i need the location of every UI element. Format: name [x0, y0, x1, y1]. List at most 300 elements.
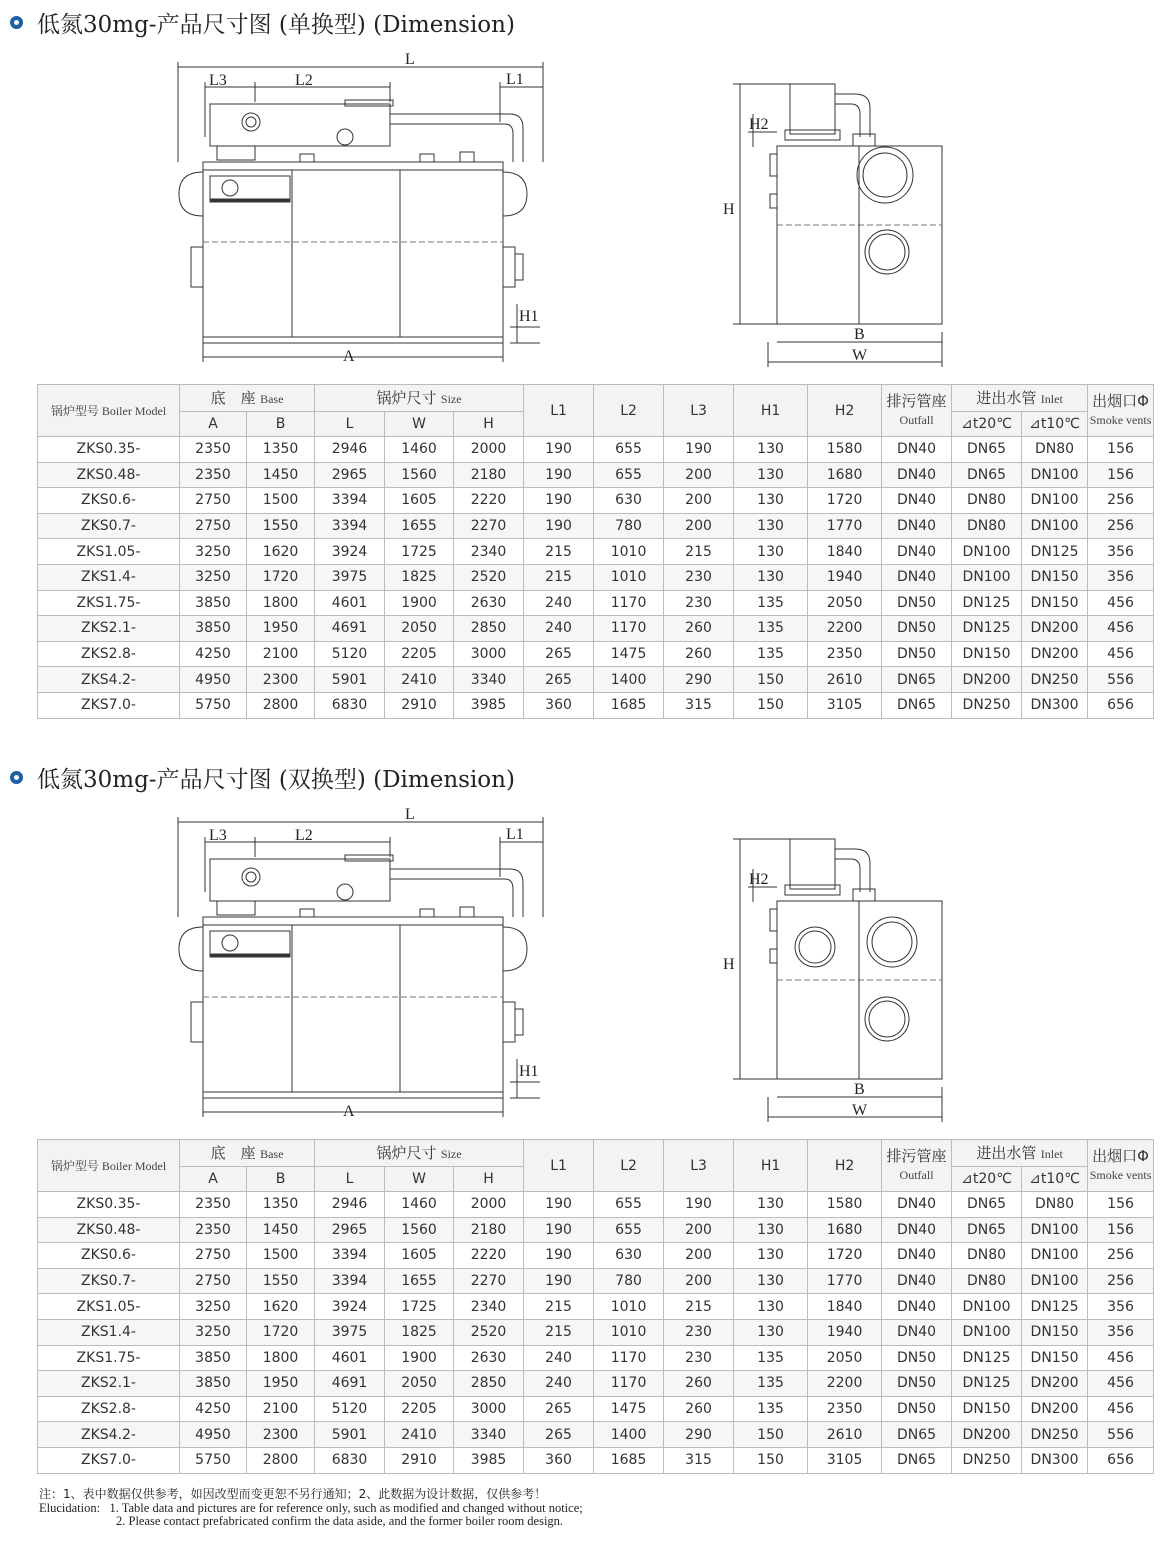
- table-cell: 190: [524, 1192, 594, 1218]
- table-cell: DN200: [1022, 1371, 1088, 1397]
- footnote-cn: 注：1、表中数据仅供参考，如因改型而变更恕不另行通知；2、此数据为设计数据，仅供参考！: [39, 1487, 547, 1501]
- table-cell: DN65: [952, 1217, 1022, 1243]
- table-cell: 2180: [454, 462, 524, 488]
- label-W: W: [852, 347, 868, 364]
- table-cell: 2910: [385, 692, 454, 718]
- table-cell: 5120: [315, 641, 385, 667]
- table-cell: 3250: [180, 539, 247, 565]
- table-cell: DN80: [952, 1243, 1022, 1269]
- label-B: B: [854, 326, 865, 343]
- header-H2: H2: [808, 1140, 882, 1192]
- table-cell: 2800: [247, 692, 315, 718]
- table-cell: DN40: [882, 1319, 952, 1345]
- table-cell: 2300: [247, 1422, 315, 1448]
- table-cell: 2630: [454, 1345, 524, 1371]
- table-cell: 4250: [180, 1396, 247, 1422]
- label-H2: H2: [749, 871, 769, 888]
- dimension-drawing: [165, 42, 985, 372]
- table-cell: 456: [1088, 1345, 1154, 1371]
- section-title: [10, 6, 515, 38]
- table-cell: 315: [664, 1447, 734, 1473]
- table-cell: 265: [524, 667, 594, 693]
- table-cell: DN50: [882, 641, 952, 667]
- table-cell: 656: [1088, 1447, 1154, 1473]
- table-cell: 360: [524, 1447, 594, 1473]
- table-cell: 2750: [180, 488, 247, 514]
- table-cell: 2050: [808, 590, 882, 616]
- table-cell: 190: [524, 513, 594, 539]
- table-cell: 780: [594, 513, 664, 539]
- table-cell: DN65: [952, 437, 1022, 463]
- table-cell: 256: [1088, 1268, 1154, 1294]
- label-H: H: [723, 201, 735, 218]
- label-W: W: [852, 1102, 868, 1119]
- table-cell: DN65: [882, 692, 952, 718]
- table-cell: 3985: [454, 1447, 524, 1473]
- table-cell: DN200: [1022, 616, 1088, 642]
- label-L1: L1: [506, 71, 524, 88]
- header-sub-B: B: [247, 1167, 315, 1192]
- table-cell: 356: [1088, 564, 1154, 590]
- label-L2: L2: [295, 827, 313, 844]
- table-cell: 2350: [180, 1192, 247, 1218]
- table-cell: 1560: [385, 462, 454, 488]
- header-sub-L: L: [315, 412, 385, 437]
- cell-model: ZKS0.6-: [38, 1243, 180, 1269]
- table-cell: 1840: [808, 539, 882, 565]
- table-cell: 130: [734, 488, 808, 514]
- table-cell: 260: [664, 641, 734, 667]
- table-cell: 130: [734, 1319, 808, 1345]
- table-cell: 1400: [594, 667, 664, 693]
- section-title: [10, 761, 515, 793]
- table-cell: 1680: [808, 462, 882, 488]
- table-cell: 456: [1088, 641, 1154, 667]
- header-L1: L1: [524, 1140, 594, 1192]
- table-cell: 2205: [385, 641, 454, 667]
- table-cell: 1450: [247, 1217, 315, 1243]
- table-cell: 1825: [385, 564, 454, 590]
- table-cell: 2050: [385, 616, 454, 642]
- header-sub-W: W: [385, 412, 454, 437]
- table-cell: DN100: [1022, 462, 1088, 488]
- table-cell: DN65: [882, 667, 952, 693]
- table-row: [38, 1422, 1154, 1448]
- table-cell: DN150: [952, 1396, 1022, 1422]
- table-cell: DN250: [952, 1447, 1022, 1473]
- table-cell: 360: [524, 692, 594, 718]
- table-cell: 3975: [315, 1319, 385, 1345]
- table-cell: 1720: [808, 488, 882, 514]
- table-cell: 456: [1088, 1371, 1154, 1397]
- table-cell: 1720: [808, 1243, 882, 1269]
- section-title-text: 低氮30mg-产品尺寸图 (双换型) (Dimension): [37, 766, 515, 793]
- table-cell: 1720: [247, 1319, 315, 1345]
- table-cell: DN125: [952, 1345, 1022, 1371]
- table-cell: 200: [664, 1217, 734, 1243]
- table-cell: DN40: [882, 1192, 952, 1218]
- table-cell: DN40: [882, 1217, 952, 1243]
- table-cell: DN100: [1022, 1243, 1088, 1269]
- table-cell: 2350: [808, 641, 882, 667]
- table-cell: DN125: [952, 1371, 1022, 1397]
- table-cell: 265: [524, 1396, 594, 1422]
- header-L2: L2: [594, 385, 664, 437]
- table-cell: DN125: [1022, 1294, 1088, 1320]
- table-cell: 356: [1088, 1319, 1154, 1345]
- table-cell: 215: [524, 539, 594, 565]
- table-cell: 1655: [385, 1268, 454, 1294]
- table-cell: 1605: [385, 1243, 454, 1269]
- table-cell: 260: [664, 1371, 734, 1397]
- table-cell: 3394: [315, 513, 385, 539]
- table-cell: 256: [1088, 1243, 1154, 1269]
- footnote: [39, 1488, 1139, 1528]
- table-cell: 215: [524, 1294, 594, 1320]
- table-cell: 3000: [454, 641, 524, 667]
- section-double: [0, 755, 1170, 1495]
- table-cell: 2340: [454, 1294, 524, 1320]
- cell-model: ZKS1.05-: [38, 1294, 180, 1320]
- table-cell: DN300: [1022, 692, 1088, 718]
- table-cell: DN65: [882, 1447, 952, 1473]
- table-cell: 2270: [454, 1268, 524, 1294]
- table-cell: DN200: [1022, 1396, 1088, 1422]
- table-cell: 256: [1088, 513, 1154, 539]
- table-cell: 3924: [315, 1294, 385, 1320]
- table-row: [38, 488, 1154, 514]
- table-cell: DN150: [1022, 564, 1088, 590]
- table-cell: 780: [594, 1268, 664, 1294]
- header-sub-B: B: [247, 412, 315, 437]
- table-cell: 2300: [247, 667, 315, 693]
- label-H: H: [723, 956, 735, 973]
- table-cell: DN200: [1022, 641, 1088, 667]
- table-cell: 190: [524, 488, 594, 514]
- table-cell: 2350: [808, 1396, 882, 1422]
- table-cell: DN150: [1022, 1319, 1088, 1345]
- header-L1: L1: [524, 385, 594, 437]
- cell-model: ZKS2.1-: [38, 1371, 180, 1397]
- table-cell: 130: [734, 1294, 808, 1320]
- table-cell: 3000: [454, 1396, 524, 1422]
- table-cell: 1800: [247, 590, 315, 616]
- cell-model: ZKS1.75-: [38, 1345, 180, 1371]
- table-row: [38, 1371, 1154, 1397]
- table-cell: DN80: [952, 1268, 1022, 1294]
- table-cell: 150: [734, 1422, 808, 1448]
- table-cell: DN40: [882, 1268, 952, 1294]
- table-cell: 240: [524, 1345, 594, 1371]
- table-cell: 3850: [180, 1371, 247, 1397]
- table-cell: 1900: [385, 1345, 454, 1371]
- table-cell: DN250: [952, 692, 1022, 718]
- table-cell: 1400: [594, 1422, 664, 1448]
- label-H1: H1: [519, 308, 539, 325]
- table-cell: 1170: [594, 1371, 664, 1397]
- header-L3: L3: [664, 385, 734, 437]
- header-size: 锅炉尺寸 Size: [315, 385, 524, 412]
- table-cell: 2910: [385, 1447, 454, 1473]
- table-cell: 2750: [180, 1268, 247, 1294]
- table-cell: 5120: [315, 1396, 385, 1422]
- table-cell: 190: [664, 437, 734, 463]
- table-cell: 1450: [247, 462, 315, 488]
- table-cell: 1170: [594, 590, 664, 616]
- table-cell: DN50: [882, 616, 952, 642]
- label-L: L: [405, 51, 415, 68]
- table-cell: 4950: [180, 1422, 247, 1448]
- spec-table: [37, 1139, 1154, 1474]
- table-cell: DN125: [952, 616, 1022, 642]
- table-cell: 156: [1088, 1217, 1154, 1243]
- table-row: [38, 641, 1154, 667]
- table-cell: 2050: [808, 1345, 882, 1371]
- table-cell: 1655: [385, 513, 454, 539]
- label-L1: L1: [506, 826, 524, 843]
- table-cell: 5901: [315, 1422, 385, 1448]
- table-cell: 2610: [808, 1422, 882, 1448]
- table-cell: 1725: [385, 1294, 454, 1320]
- table-cell: 2946: [315, 1192, 385, 1218]
- cell-model: ZKS0.48-: [38, 462, 180, 488]
- table-cell: 2965: [315, 462, 385, 488]
- table-cell: DN65: [952, 462, 1022, 488]
- table-cell: DN150: [952, 641, 1022, 667]
- table-cell: 2350: [180, 462, 247, 488]
- cell-model: ZKS0.35-: [38, 437, 180, 463]
- table-cell: 3850: [180, 616, 247, 642]
- label-A: A: [343, 348, 355, 365]
- table-cell: DN100: [1022, 488, 1088, 514]
- table-cell: 4601: [315, 590, 385, 616]
- table-cell: 1010: [594, 564, 664, 590]
- table-cell: 230: [664, 1345, 734, 1371]
- table-cell: DN200: [952, 667, 1022, 693]
- cell-model: ZKS4.2-: [38, 1422, 180, 1448]
- cell-model: ZKS1.4-: [38, 1319, 180, 1345]
- header-outfall: 排污管座 Outfall: [882, 1140, 952, 1192]
- table-cell: DN100: [1022, 1268, 1088, 1294]
- table-cell: 135: [734, 1396, 808, 1422]
- label-L3: L3: [209, 72, 227, 89]
- table-cell: DN40: [882, 462, 952, 488]
- table-cell: 1010: [594, 1319, 664, 1345]
- cell-model: ZKS2.1-: [38, 616, 180, 642]
- header-inlet: 进出水管 Inlet: [952, 385, 1088, 412]
- table-cell: 1825: [385, 1319, 454, 1345]
- table-cell: 2410: [385, 1422, 454, 1448]
- cell-model: ZKS0.6-: [38, 488, 180, 514]
- bullet-icon: [10, 771, 23, 784]
- table-cell: 2100: [247, 1396, 315, 1422]
- table-row: [38, 539, 1154, 565]
- footnote-en-2: 2. Please contact prefabricated confirm the data aside, and the former boiler room design.: [116, 1514, 564, 1528]
- header-sub-W: W: [385, 1167, 454, 1192]
- table-cell: 1170: [594, 1345, 664, 1371]
- header-smoke: 出烟口Φ Smoke vents: [1088, 385, 1154, 437]
- header-smoke: 出烟口Φ Smoke vents: [1088, 1140, 1154, 1192]
- table-cell: 200: [664, 462, 734, 488]
- table-cell: 200: [664, 513, 734, 539]
- table-cell: DN100: [1022, 513, 1088, 539]
- table-cell: 1940: [808, 1319, 882, 1345]
- table-cell: 156: [1088, 437, 1154, 463]
- table-cell: 230: [664, 590, 734, 616]
- table-cell: 190: [524, 1268, 594, 1294]
- table-cell: 1685: [594, 1447, 664, 1473]
- table-cell: 215: [664, 1294, 734, 1320]
- table-cell: 1720: [247, 564, 315, 590]
- table-cell: 130: [734, 513, 808, 539]
- table-row: [38, 564, 1154, 590]
- table-cell: 2270: [454, 513, 524, 539]
- table-cell: 3850: [180, 1345, 247, 1371]
- table-cell: 456: [1088, 1396, 1154, 1422]
- header-sub-H: H: [454, 1167, 524, 1192]
- table-cell: 290: [664, 1422, 734, 1448]
- table-cell: DN80: [1022, 437, 1088, 463]
- table-row: [38, 1345, 1154, 1371]
- table-cell: 3250: [180, 1294, 247, 1320]
- table-cell: 456: [1088, 590, 1154, 616]
- table-cell: 3250: [180, 564, 247, 590]
- table-cell: 2800: [247, 1447, 315, 1473]
- table-cell: DN40: [882, 437, 952, 463]
- table-cell: 1680: [808, 1217, 882, 1243]
- cell-model: ZKS4.2-: [38, 667, 180, 693]
- label-L3: L3: [209, 827, 227, 844]
- table-cell: 2100: [247, 641, 315, 667]
- cell-model: ZKS1.75-: [38, 590, 180, 616]
- table-cell: 2220: [454, 488, 524, 514]
- table-cell: DN80: [952, 513, 1022, 539]
- table-cell: 260: [664, 616, 734, 642]
- table-cell: 2750: [180, 513, 247, 539]
- label-L2: L2: [295, 72, 313, 89]
- table-cell: 1950: [247, 1371, 315, 1397]
- label-A: A: [343, 1103, 355, 1120]
- table-cell: DN40: [882, 539, 952, 565]
- table-cell: DN65: [882, 1422, 952, 1448]
- table-cell: 655: [594, 1192, 664, 1218]
- table-cell: 356: [1088, 1294, 1154, 1320]
- table-cell: 2180: [454, 1217, 524, 1243]
- label-H2: H2: [749, 116, 769, 133]
- table-cell: 1685: [594, 692, 664, 718]
- header-inlet-t10: ⊿t10℃: [1022, 1167, 1088, 1192]
- table-cell: 135: [734, 616, 808, 642]
- table-cell: 1500: [247, 488, 315, 514]
- cell-model: ZKS0.48-: [38, 1217, 180, 1243]
- table-cell: 215: [524, 1319, 594, 1345]
- table-cell: DN50: [882, 1396, 952, 1422]
- label-H1: H1: [519, 1063, 539, 1080]
- table-cell: 156: [1088, 1192, 1154, 1218]
- table-cell: 556: [1088, 1422, 1154, 1448]
- table-cell: 4601: [315, 1345, 385, 1371]
- table-cell: DN65: [952, 1192, 1022, 1218]
- table-cell: 130: [734, 437, 808, 463]
- table-cell: 3975: [315, 564, 385, 590]
- table-cell: 4691: [315, 616, 385, 642]
- cell-model: ZKS2.8-: [38, 641, 180, 667]
- table-cell: 1605: [385, 488, 454, 514]
- table-cell: 130: [734, 1217, 808, 1243]
- table-cell: 5750: [180, 1447, 247, 1473]
- bullet-icon: [10, 16, 23, 29]
- table-cell: 190: [524, 1243, 594, 1269]
- cell-model: ZKS1.4-: [38, 564, 180, 590]
- table-cell: 2965: [315, 1217, 385, 1243]
- cell-model: ZKS7.0-: [38, 1447, 180, 1473]
- header-outfall: 排污管座 Outfall: [882, 385, 952, 437]
- table-row: [38, 1192, 1154, 1218]
- table-cell: 2220: [454, 1243, 524, 1269]
- table-cell: 4691: [315, 1371, 385, 1397]
- table-cell: 2750: [180, 1243, 247, 1269]
- table-row: [38, 1217, 1154, 1243]
- table-cell: 1350: [247, 437, 315, 463]
- table-cell: 135: [734, 641, 808, 667]
- table-cell: 1900: [385, 590, 454, 616]
- table-cell: 1500: [247, 1243, 315, 1269]
- header-model: 锅炉型号 Boiler Model: [38, 385, 180, 437]
- table-cell: 1475: [594, 1396, 664, 1422]
- table-row: [38, 616, 1154, 642]
- header-H1: H1: [734, 1140, 808, 1192]
- table-cell: DN100: [952, 564, 1022, 590]
- table-cell: 1840: [808, 1294, 882, 1320]
- table-cell: 265: [524, 1422, 594, 1448]
- table-cell: DN40: [882, 1243, 952, 1269]
- table-cell: 2050: [385, 1371, 454, 1397]
- table-cell: 630: [594, 488, 664, 514]
- header-inlet-t20: ⊿t20℃: [952, 412, 1022, 437]
- table-cell: 6830: [315, 1447, 385, 1473]
- boiler-drawing-svg: [165, 42, 985, 372]
- table-cell: 3394: [315, 488, 385, 514]
- table-cell: 2205: [385, 1396, 454, 1422]
- header-inlet: 进出水管 Inlet: [952, 1140, 1088, 1167]
- table-cell: 1560: [385, 1217, 454, 1243]
- table-cell: 2340: [454, 539, 524, 565]
- table-cell: 240: [524, 590, 594, 616]
- table-cell: 630: [594, 1243, 664, 1269]
- table-cell: 230: [664, 564, 734, 590]
- table-cell: 200: [664, 1268, 734, 1294]
- table-cell: 290: [664, 667, 734, 693]
- table-cell: 655: [594, 437, 664, 463]
- table-cell: 1460: [385, 1192, 454, 1218]
- table-cell: 130: [734, 564, 808, 590]
- table-cell: DN150: [1022, 1345, 1088, 1371]
- table-cell: DN50: [882, 1345, 952, 1371]
- table-cell: 2630: [454, 590, 524, 616]
- table-cell: 356: [1088, 539, 1154, 565]
- table-cell: 130: [734, 1243, 808, 1269]
- table-cell: 130: [734, 462, 808, 488]
- table-cell: 2350: [180, 437, 247, 463]
- table-cell: 456: [1088, 616, 1154, 642]
- table-row: [38, 1268, 1154, 1294]
- table-cell: DN100: [1022, 1217, 1088, 1243]
- table-cell: DN125: [952, 590, 1022, 616]
- table-cell: 1950: [247, 616, 315, 642]
- table-cell: 135: [734, 590, 808, 616]
- boiler-drawing-svg: [165, 797, 985, 1127]
- table-cell: 190: [524, 437, 594, 463]
